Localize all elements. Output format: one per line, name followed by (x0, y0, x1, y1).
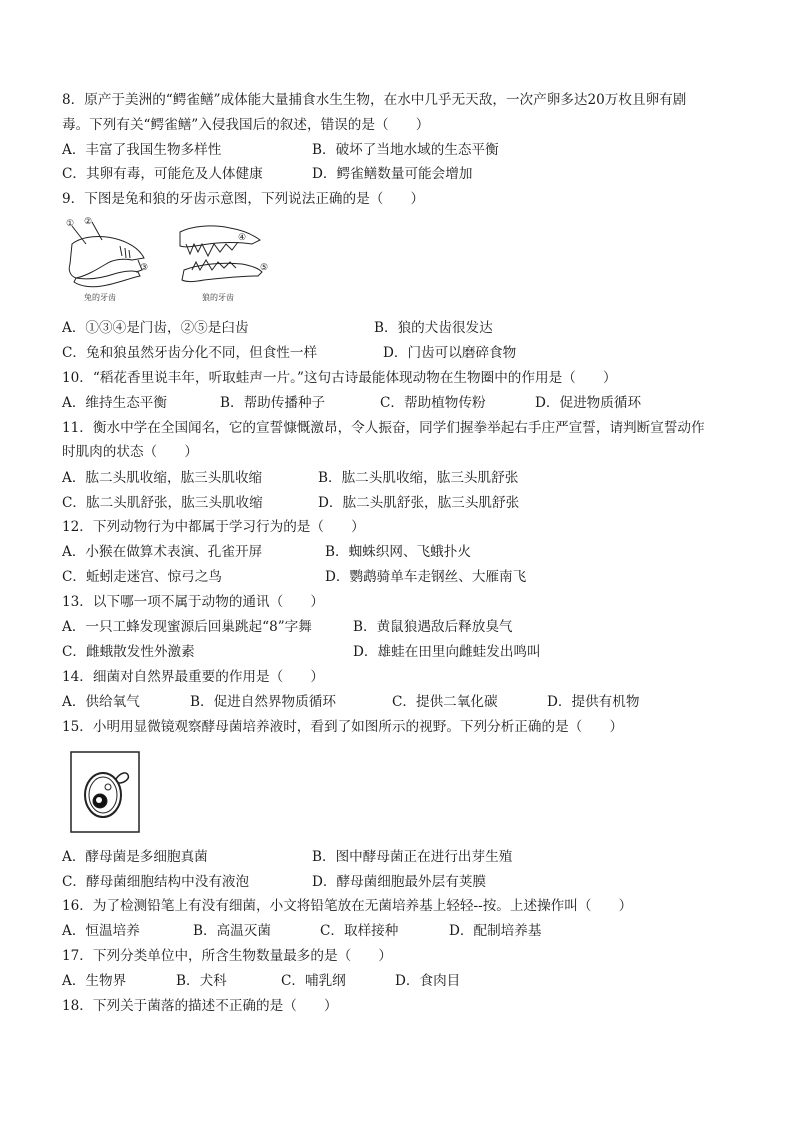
question-8-option-a: A．丰富了我国生物多样性 (62, 142, 222, 158)
wolf-mark-4: ④ (238, 233, 247, 243)
yeast-microscope-figure (70, 751, 140, 833)
rabbit-mark-1: ① (66, 219, 75, 229)
figure-frame (71, 752, 139, 832)
question-17-stem: 17．下列分类单位中，所含生物数量最多的是（ ） (62, 948, 392, 964)
question-17-option-b: B．犬科 (176, 973, 227, 989)
question-8-option-b: B．破坏了当地水域的生态平衡 (312, 142, 499, 158)
question-8-option-c: C．其卵有毒，可能危及人体健康 (62, 166, 263, 182)
question-12-option-b: B．蜘蛛织网、飞蛾扑火 (325, 544, 471, 560)
question-11-stem-line-1: 11．衡水中学在全国闻名，它的宣誓慷慨激昂，令人振奋，同学们握拳举起右手庄严宣誓，请判断宣誓动作 (62, 420, 705, 436)
question-15-option-c: C．酵母菌细胞结构中没有液泡 (62, 874, 250, 890)
question-11-option-d: D．肱二头肌舒张，肱三头肌舒张 (318, 495, 520, 511)
teeth-diagram (62, 214, 282, 306)
question-10-option-c: C．帮助植物传粉 (380, 395, 486, 411)
rabbit-mark-2: ② (84, 217, 93, 227)
question-16-option-b: B．高温灭菌 (193, 923, 271, 939)
wolf-caption: 狼的牙齿 (202, 293, 234, 302)
question-11-option-c: C．肱二头肌舒张，肱三头肌收缩 (62, 495, 263, 511)
question-12-stem: 12．下列动物行为中都属于学习行为的是（ ） (62, 519, 365, 535)
question-16-stem: 16．为了检测铅笔上有没有细菌，小文将铅笔放在无菌培养基上轻轻--按。上述操作叫（ ） (62, 898, 633, 914)
question-8-option-d: D．鳄雀鳝数量可能会增加 (312, 166, 473, 182)
rabbit-mark-3: ③ (140, 263, 149, 273)
question-15-option-b: B．图中酵母菌正在进行出芽生殖 (312, 849, 513, 865)
question-13-option-d: D．雄蛙在田里向雌蛙发出鸣叫 (353, 644, 541, 660)
question-8-stem-line-1: 8．原产于美洲的“鳄雀鳝”成体能大量捕食水生生物，在水中几乎无天敌，一次产卵多达20万枚且卵有剧 (62, 92, 687, 108)
rabbit-caption: 兔的牙齿 (84, 293, 116, 302)
question-14-stem: 14．细菌对自然界最重要的作用是（ ） (62, 669, 324, 685)
question-10-option-b: B．帮助传播种子 (220, 395, 326, 411)
question-12-option-a: A．小猴在做算术表演、孔雀开屏 (62, 544, 263, 560)
question-13-option-c: C．雌蛾散发性外激素 (62, 644, 195, 660)
question-16-option-d: D．配制培养基 (449, 923, 542, 939)
question-17-option-d: D．食肉目 (395, 973, 461, 989)
question-9-option-a: A．①③④是门齿，②⑤是臼齿 (62, 320, 249, 336)
question-9-option-c: C．兔和狼虽然牙齿分化不同，但食性一样 (62, 345, 318, 361)
question-16-option-a: A．恒温培养 (62, 923, 140, 939)
question-10-option-a: A．维持生态平衡 (62, 395, 167, 411)
question-11-stem-line-2: 时肌肉的状态（ ） (62, 444, 198, 460)
question-14-option-b: B．促进自然界物质循环 (190, 694, 336, 710)
question-12-option-d: D．鹦鹉骑单车走钢丝、大雁南飞 (325, 569, 527, 585)
question-8-stem-line-2: 毒。下列有关“鳄雀鳝”入侵我国后的叙述，错误的是（ ） (62, 117, 430, 133)
question-17-option-c: C．哺乳纲 (281, 973, 346, 989)
question-12-option-c: C．蚯蚓走迷宫、惊弓之鸟 (62, 569, 222, 585)
question-13-option-a: A．一只工蜂发现蜜源后回巢跳起“8”字舞 (62, 619, 312, 635)
question-9-stem: 9．下图是兔和狼的牙齿示意图，下列说法正确的是（ ） (62, 191, 425, 207)
question-18-stem: 18．下列关于菌落的描述不正确的是（ ） (62, 998, 338, 1014)
question-9-option-d: D．门齿可以磨碎食物 (383, 345, 517, 361)
question-11-option-a: A．肱二头肌收缩，肱三头肌收缩 (62, 470, 263, 486)
wolf-mark-5: ⑤ (260, 263, 269, 273)
rabbit-teeth-figure (69, 222, 144, 287)
question-10-option-d: D．促进物质循环 (535, 395, 642, 411)
question-13-option-b: B．黄鼠狼遇敌后释放臭气 (353, 619, 513, 635)
question-14-option-c: C．提供二氧化碳 (392, 694, 498, 710)
wolf-teeth-figure (180, 226, 262, 282)
question-9-option-b: B．狼的犬齿很发达 (374, 320, 493, 336)
question-14-option-d: D．提供有机物 (547, 694, 640, 710)
question-10-stem: 10．“稻花香里说丰年，听取蛙声一片。”这句古诗最能体现动物在生物圈中的作用是（ ） (62, 370, 617, 386)
question-13-stem: 13．以下哪一项不属于动物的通讯（ ） (62, 594, 324, 610)
question-15-option-a: A．酵母菌是多细胞真菌 (62, 849, 208, 865)
question-14-option-a: A．供给氧气 (62, 694, 140, 710)
question-11-option-b: B．肱二头肌收缩，肱三头肌舒张 (318, 470, 519, 486)
question-15-stem: 15．小明用显微镜观察酵母菌培养液时，看到了如图所示的视野。下列分析正确的是（ ） (62, 719, 624, 735)
question-17-option-a: A．生物界 (62, 973, 127, 989)
question-16-option-c: C．取样接种 (320, 923, 399, 939)
question-15-option-d: D．酵母菌细胞最外层有荚膜 (312, 874, 487, 890)
